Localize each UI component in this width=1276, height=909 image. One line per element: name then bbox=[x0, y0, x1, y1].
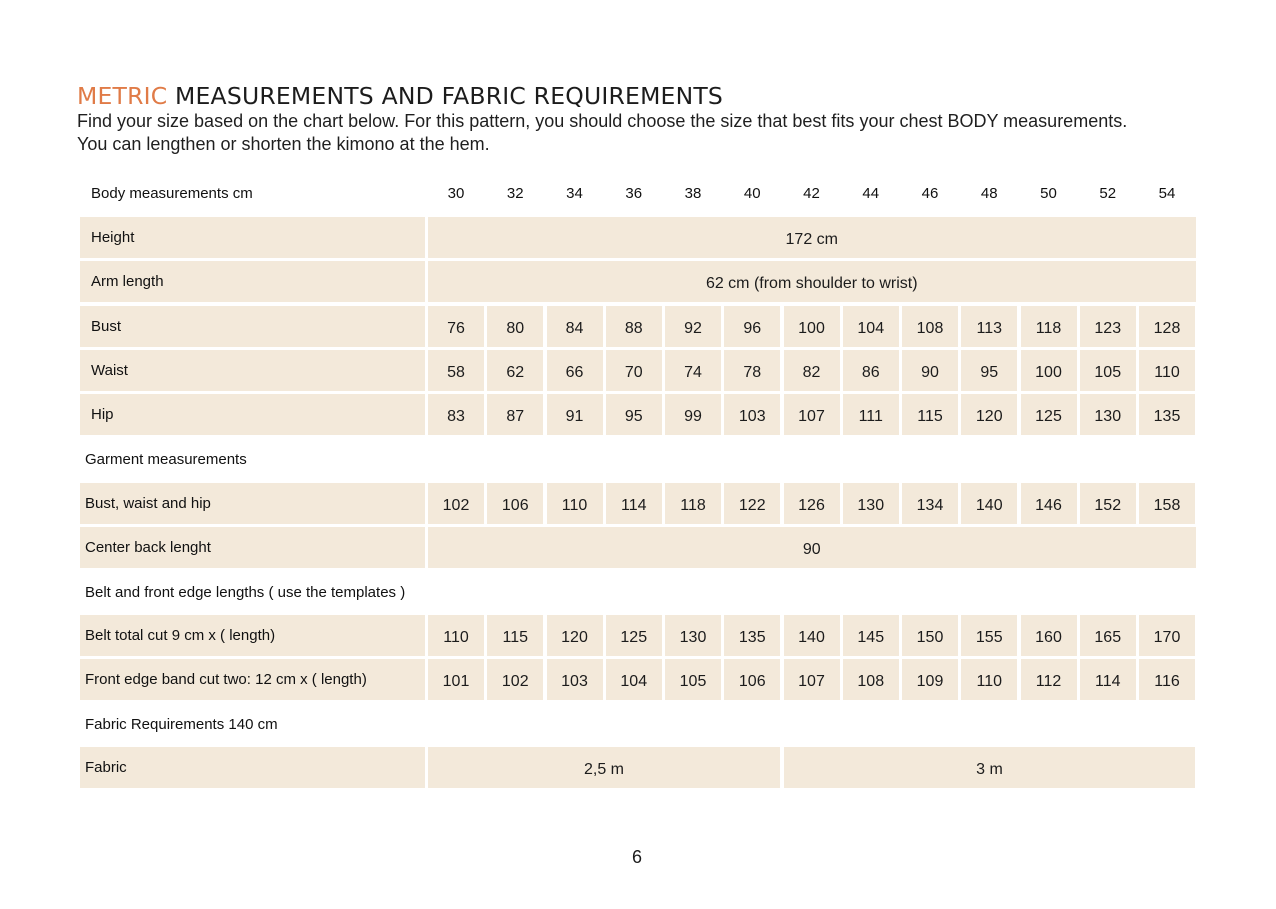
front-edge-band-value: 110 bbox=[976, 673, 1002, 690]
hip-label-cell bbox=[80, 394, 425, 435]
hip-value: 83 bbox=[447, 408, 465, 425]
front-edge-band-value: 105 bbox=[679, 673, 707, 690]
hip-value: 111 bbox=[858, 408, 883, 425]
size-header-38: 38 bbox=[684, 185, 702, 202]
front-edge-band-value: 116 bbox=[1154, 673, 1180, 690]
center-back-length-value: 90 bbox=[802, 541, 821, 558]
bust-value: 80 bbox=[506, 320, 525, 337]
size-header-30: 30 bbox=[447, 185, 465, 202]
front-edge-band-value: 109 bbox=[916, 673, 944, 690]
height-value: 172 cm bbox=[785, 231, 838, 248]
waist-value: 90 bbox=[921, 364, 939, 381]
waist-value: 58 bbox=[447, 364, 465, 381]
bust-value: 84 bbox=[565, 320, 584, 337]
page-title bbox=[77, 82, 723, 110]
bust-value: 113 bbox=[976, 320, 1002, 337]
size-header-50: 50 bbox=[1040, 185, 1057, 202]
belt-section-label: Belt and front edge lengths ( use the templates ) bbox=[85, 584, 406, 601]
size-header-42: 42 bbox=[803, 185, 820, 202]
belt-total-value: 110 bbox=[443, 629, 469, 646]
waist-value: 105 bbox=[1094, 364, 1122, 381]
fabric-label-cell bbox=[80, 747, 425, 788]
hip-value: 91 bbox=[565, 408, 584, 425]
front-edge-band-label: Front edge band cut two: 12 cm x ( length) bbox=[85, 671, 367, 688]
bust-value: 88 bbox=[624, 320, 643, 337]
waist-value: 66 bbox=[565, 364, 584, 381]
bust-value: 128 bbox=[1153, 320, 1181, 337]
bust-waist-hip-value: 130 bbox=[857, 497, 885, 514]
hip-value: 103 bbox=[738, 408, 766, 425]
header-label: Body measurements cm bbox=[91, 185, 253, 202]
belt-total-value: 125 bbox=[620, 629, 648, 646]
fabric-section-label: Fabric Requirements 140 cm bbox=[85, 716, 278, 733]
garment-section-label: Garment measurements bbox=[85, 451, 247, 468]
size-header-44: 44 bbox=[862, 185, 880, 202]
arm-length-value: 62 cm (from shoulder to wrist) bbox=[705, 275, 918, 292]
belt-total-value: 170 bbox=[1153, 629, 1181, 646]
hip-label: Hip bbox=[91, 406, 114, 423]
bust-waist-hip-value: 102 bbox=[442, 497, 470, 514]
waist-value: 70 bbox=[624, 364, 643, 381]
front-edge-band-value: 104 bbox=[620, 673, 648, 690]
intro-text bbox=[77, 110, 1127, 156]
bust-value: 118 bbox=[1035, 320, 1062, 337]
size-header-48: 48 bbox=[980, 185, 998, 202]
bust-waist-hip-value: 114 bbox=[620, 497, 647, 514]
hip-value: 115 bbox=[917, 408, 943, 425]
bust-waist-hip-value: 106 bbox=[501, 497, 529, 514]
front-edge-band-value: 108 bbox=[857, 673, 885, 690]
center-back-length-label: Center back lenght bbox=[85, 539, 211, 556]
size-header-36: 36 bbox=[625, 185, 643, 202]
size-header-52: 52 bbox=[1099, 185, 1117, 202]
belt-total-value: 160 bbox=[1035, 629, 1062, 646]
fabric-small-value: 2,5 m bbox=[583, 761, 624, 778]
bust-value: 96 bbox=[743, 320, 762, 337]
waist-value: 78 bbox=[743, 364, 762, 381]
bust-value: 100 bbox=[798, 320, 825, 337]
waist-value: 110 bbox=[1154, 364, 1180, 381]
belt-total-value: 150 bbox=[916, 629, 944, 646]
waist-value: 82 bbox=[802, 364, 821, 381]
hip-value: 135 bbox=[1153, 408, 1181, 425]
belt-total-value: 115 bbox=[502, 629, 528, 646]
title-accent: METRIC bbox=[77, 82, 168, 110]
height-label: Height bbox=[91, 229, 135, 246]
hip-value: 95 bbox=[624, 408, 643, 425]
bust-value: 123 bbox=[1094, 320, 1122, 337]
front-edge-band-value: 103 bbox=[561, 673, 588, 690]
waist-value: 74 bbox=[684, 364, 702, 381]
waist-label: Waist bbox=[91, 362, 128, 379]
intro-line-1: Find your size based on the chart below. For this pattern, you should choose the size that best fits your chest BODY measurements. bbox=[77, 111, 1128, 131]
hip-value: 87 bbox=[506, 408, 525, 425]
belt-total-value: 140 bbox=[798, 629, 825, 646]
bust-value: 76 bbox=[447, 320, 465, 337]
belt-total-label: Belt total cut 9 cm x ( length) bbox=[85, 627, 276, 644]
waist-value: 62 bbox=[506, 364, 525, 381]
bust-waist-hip-value: 146 bbox=[1035, 497, 1062, 514]
belt-total-value: 135 bbox=[738, 629, 766, 646]
bust-value: 108 bbox=[916, 320, 944, 337]
bust-waist-hip-label: Bust, waist and hip bbox=[85, 495, 211, 512]
bust-waist-hip-value: 118 bbox=[680, 497, 706, 514]
waist-value: 100 bbox=[1035, 364, 1062, 381]
belt-total-value: 130 bbox=[679, 629, 707, 646]
page-number: 6 bbox=[631, 847, 642, 867]
hip-value: 107 bbox=[798, 408, 825, 425]
bust-waist-hip-value: 122 bbox=[738, 497, 766, 514]
intro-line-2: You can lengthen or shorten the kimono at the hem. bbox=[77, 134, 490, 154]
hip-value: 99 bbox=[684, 408, 702, 425]
size-header-54: 54 bbox=[1158, 185, 1176, 202]
belt-total-value: 120 bbox=[561, 629, 588, 646]
bust-label: Bust bbox=[91, 318, 122, 335]
waist-value: 95 bbox=[980, 364, 999, 381]
front-edge-band-value: 102 bbox=[501, 673, 529, 690]
belt-total-value: 165 bbox=[1094, 629, 1122, 646]
front-edge-band-value: 101 bbox=[442, 673, 470, 690]
bust-waist-hip-value: 134 bbox=[916, 497, 944, 514]
size-header-40: 40 bbox=[743, 185, 761, 202]
bust-value: 92 bbox=[684, 320, 702, 337]
bust-label-cell bbox=[80, 306, 425, 347]
size-header-32: 32 bbox=[506, 185, 524, 202]
bust-waist-hip-value: 140 bbox=[975, 497, 1003, 514]
hip-value: 125 bbox=[1035, 408, 1062, 425]
waist-label-cell bbox=[80, 350, 425, 391]
belt-total-value: 145 bbox=[857, 629, 885, 646]
bust-value: 104 bbox=[857, 320, 885, 337]
bust-waist-hip-value: 126 bbox=[798, 497, 825, 514]
front-edge-band-value: 106 bbox=[738, 673, 766, 690]
front-edge-band-value: 107 bbox=[798, 673, 825, 690]
arm-length-label: Arm length bbox=[91, 273, 164, 290]
hip-value: 120 bbox=[975, 408, 1003, 425]
fabric-large-value: 3 m bbox=[976, 761, 1003, 778]
belt-total-value: 155 bbox=[975, 629, 1003, 646]
bust-waist-hip-value: 152 bbox=[1094, 497, 1122, 514]
hip-value: 130 bbox=[1094, 408, 1122, 425]
size-header-46: 46 bbox=[921, 185, 939, 202]
waist-value: 86 bbox=[861, 364, 880, 381]
fabric-label: Fabric bbox=[85, 759, 127, 776]
front-edge-band-value: 112 bbox=[1035, 673, 1062, 690]
front-edge-band-value: 114 bbox=[1094, 673, 1121, 690]
bust-waist-hip-value: 110 bbox=[561, 497, 588, 514]
bust-waist-hip-value: 158 bbox=[1153, 497, 1181, 514]
title-rest: MEASUREMENTS AND FABRIC REQUIREMENTS bbox=[167, 82, 724, 110]
size-header-34: 34 bbox=[566, 185, 583, 202]
